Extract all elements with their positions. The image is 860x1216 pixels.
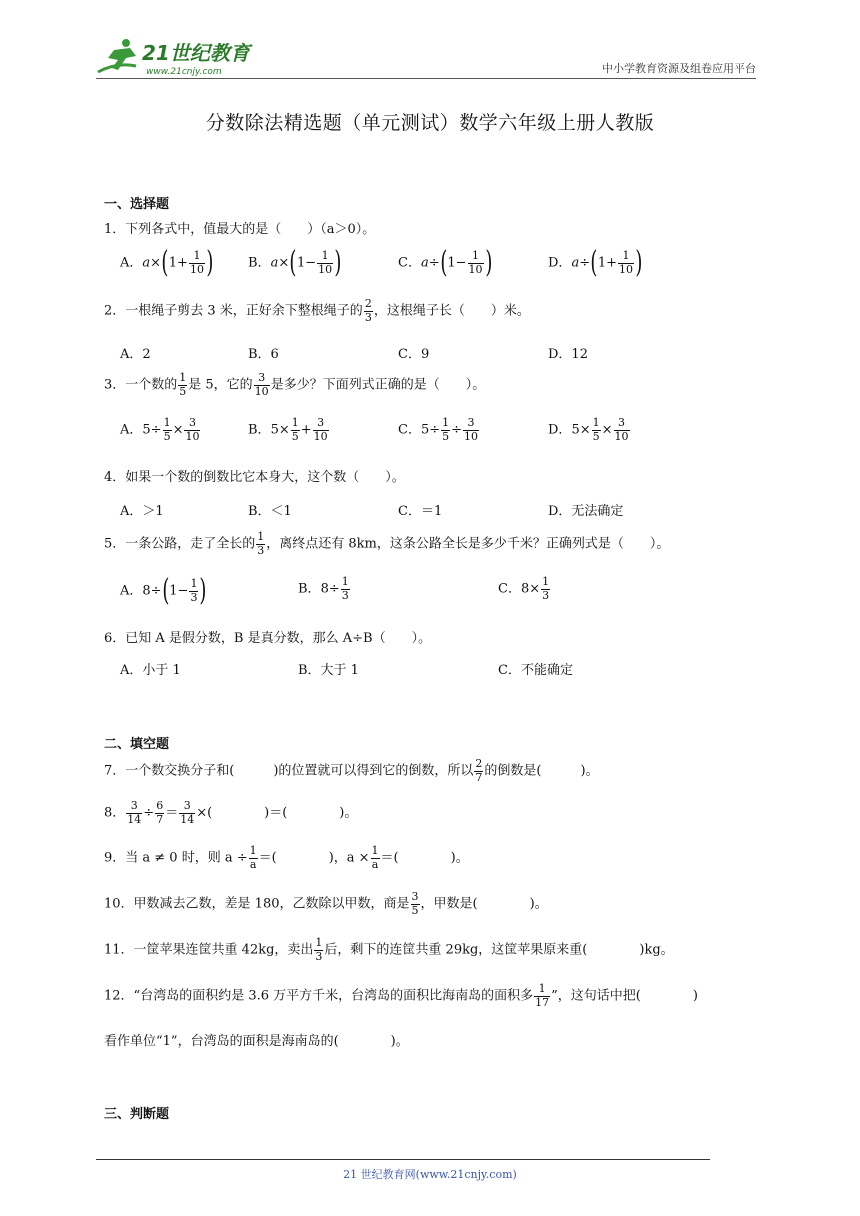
q5-option-c: C．8× $\frac{1}{3}$ [498, 575, 550, 602]
q6-option-a: A．小于 1 [120, 663, 181, 678]
q1-option-d: D．a÷(1+ $\frac{1}{10}$ ) [548, 245, 643, 280]
runner-icon [98, 39, 136, 72]
footer-link[interactable]: 21 世纪教育网(www.21cnjy.com) [343, 1168, 517, 1181]
q4-option-d: D．无法确定 [548, 504, 624, 519]
q2-option-c: C．9 [398, 347, 430, 362]
question-1: 1．下列各式中，值最大的是（ ）（a＞0）。 [104, 222, 376, 237]
section-heading-judge: 三、判断题 [104, 1107, 170, 1122]
site-logo [96, 36, 266, 78]
question-5: 5．一条公路，走了全长的 $\frac{1}{3}$ ，离终点还有 8km，这条公路全长是多少千米？正确列式是（ ）。 [104, 530, 670, 557]
q2-option-a: A．2 [120, 347, 151, 362]
q1-option-a: A．a×(1+ $\frac{1}{10}$ ) [120, 245, 214, 280]
q2-option-b: B．6 [248, 347, 279, 362]
section-heading-choice: 一、选择题 [104, 197, 170, 212]
section-heading-fill: 二、填空题 [104, 737, 170, 752]
q1-option-c: C．a÷(1− $\frac{1}{10}$ ) [398, 245, 492, 280]
q6-option-c: C．不能确定 [498, 663, 573, 678]
question-7: 7．一个数交换分子和( )的位置就可以得到它的倒数，所以 $\frac{2}{7}$ 的倒数是( )。 [104, 757, 599, 784]
q3-option-b: B．5× $\frac{1}{5}$ + $\frac{3}{10}$ [248, 416, 328, 443]
q5-option-b: B．8÷ $\frac{1}{3}$ [298, 575, 349, 602]
question-12-line-2: 看作单位“1”，台湾岛的面积是海南岛的( )。 [104, 1034, 409, 1049]
footer-divider [96, 1159, 710, 1160]
q4-option-c: C．＝1 [398, 504, 443, 519]
question-3: 3．一个数的 $\frac{1}{5}$ 是 5，它的 $\frac{3}{10}$ 是多少？下面列式正确的是（ ）。 [104, 371, 486, 398]
page-title: 分数除法精选题（单元测试）数学六年级上册人教版 [205, 112, 655, 134]
q5-option-a: A．8÷(1− $\frac{1}{3}$ ) [120, 573, 207, 608]
question-2: 2．一根绳子剪去 3 米，正好余下整根绳子的 $\frac{2}{3}$ ，这根绳子长（ ）米。 [104, 297, 530, 324]
q6-option-b: B．大于 1 [298, 663, 359, 678]
question-11: 11．一筐苹果连筐共重 42kg，卖出 $\frac{1}{3}$ 后，剩下的连筐共重 29kg，这筐苹果原来重( )kg。 [104, 936, 674, 963]
q3-option-d: D．5× $\frac{1}{5}$ × $\frac{3}{10}$ [548, 416, 629, 443]
site-name: 中小学教育资源及组卷应用平台 [602, 62, 756, 75]
question-9: 9．当 a ≠ 0 时，则 a ÷ $\frac{1}{a}$ ＝( )，a × $\frac{1}{a}$ ＝( )。 [104, 844, 469, 871]
question-6: 6．已知 A 是假分数，B 是真分数，那么 A÷B（ ）。 [104, 631, 432, 646]
question-4: 4．如果一个数的倒数比它本身大，这个数（ ）。 [104, 470, 405, 485]
logo-text: 21世纪教育 [142, 41, 250, 65]
q3-option-c: C．5÷ $\frac{1}{5}$ ÷ $\frac{3}{10}$ [398, 416, 479, 443]
logo-url: www.21cnjy.com [146, 67, 222, 77]
question-12: 12．“台湾岛的面积约是 3.6 万平方千米，台湾岛的面积比海南岛的面积多 $\frac{1}{17}$ ”，这句话中把( ) [104, 982, 698, 1009]
question-10: 10．甲数减去乙数，差是 180，乙数除以甲数，商是 $\frac{3}{5}$ ，甲数是( )。 [104, 890, 548, 917]
q3-option-a: A．5÷ $\frac{1}{5}$ × $\frac{3}{10}$ [120, 416, 200, 443]
question-8: 8． $\frac{3}{14}$ ÷ $\frac{6}{7}$ ＝ $\frac{3}{14}$ ×( )＝( )。 [104, 799, 358, 826]
q4-option-b: B．＜1 [248, 504, 292, 519]
q4-option-a: A．＞1 [120, 504, 164, 519]
q1-option-b: B．a×(1− $\frac{1}{10}$ ) [248, 245, 342, 280]
header-divider [96, 78, 756, 79]
q2-option-d: D．12 [548, 347, 588, 362]
